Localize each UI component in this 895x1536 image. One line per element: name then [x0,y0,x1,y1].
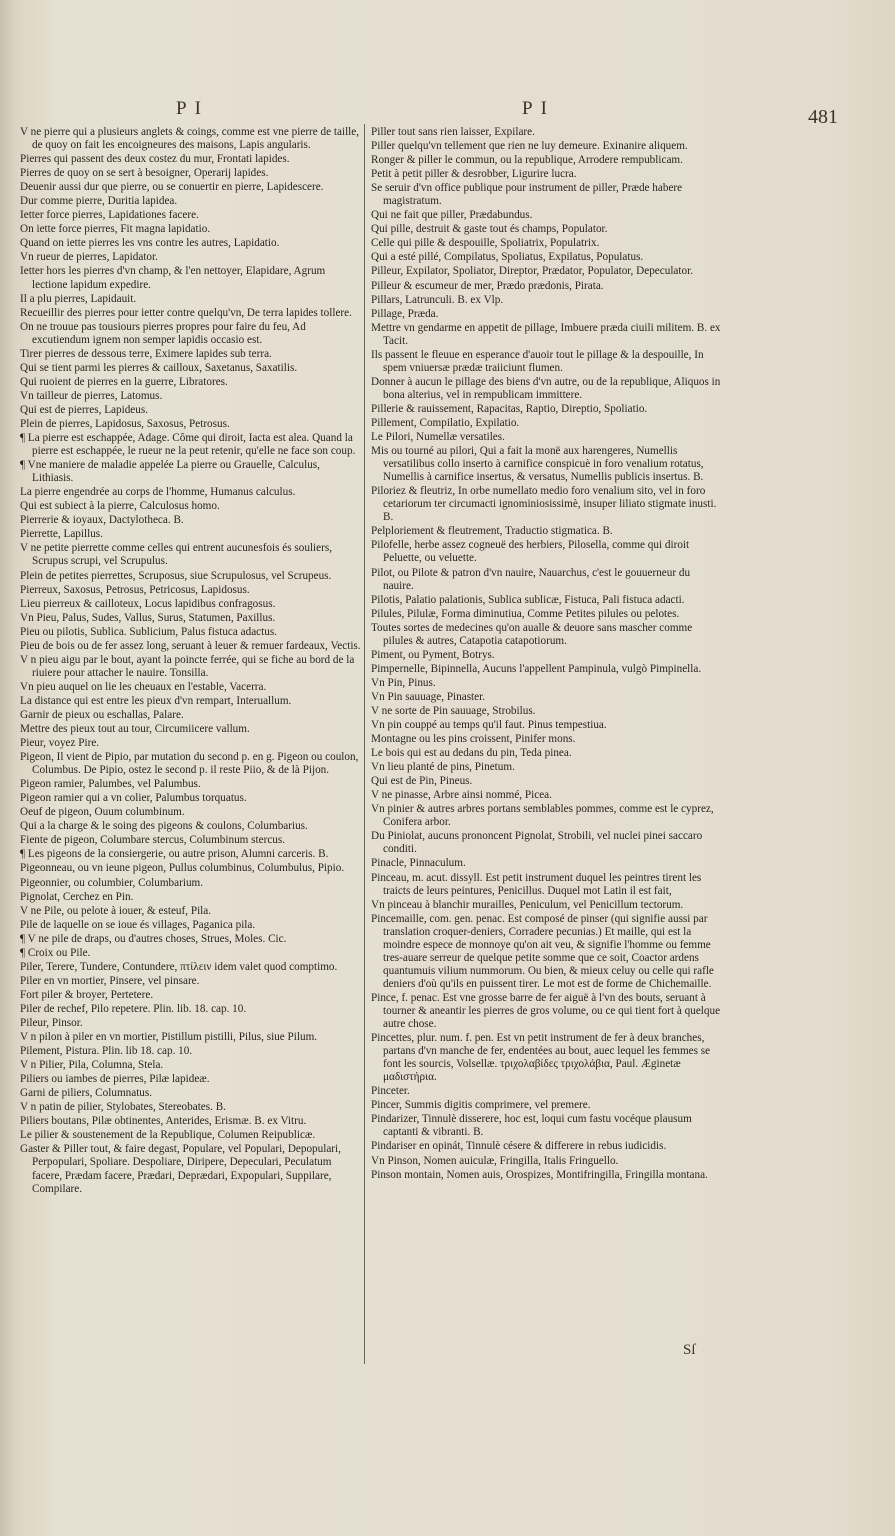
dictionary-entry: Mettre vn gendarme en appetit de pillage, Imbuere præda ciuili militem. B. ex Tacit. [371,321,721,347]
dictionary-entry: Dur comme pierre, Duritia lapidea. [20,195,178,208]
dictionary-entry: V ne Pile, ou pelote à iouer, & esteuf, Pila. [20,904,212,917]
dictionary-entry: Pierrette, Lapillus. [20,528,103,541]
dictionary-entry: Il a plu pierres, Lapidauit. [20,292,137,305]
dictionary-entry: La pierre engendrée au corps de l'homme, Humanus calculus. [20,486,296,499]
dictionary-entry: Gaster & Piller tout, & faire degast, Populare, vel Populari, Depopulari, Perpopulari, Spoliare. Despoliare, Diripere, Depeculari, Peculatum facere, Prædam facere, Prædari, Deprædari, Expopulari, Suppilare, Compilare. [20,1143,341,1195]
dictionary-entry: Ronger & piller le commun, ou la republique, Arrodere rempublicam. [371,154,683,167]
dictionary-entry: Plein de petites pierrettes, Scruposus, siue Scrupulosus, vel Scrupeus. [20,569,332,582]
dictionary-entry: Pillars, Latrunculi. B. ex Vlp. [371,293,504,306]
dictionary-entry: V ne pierre qui a plusieurs anglets & coings, comme est vne pierre de taille, de quoy on fait les encoigneures des maisons, Lapis angularis. [20,126,360,152]
dictionary-entry: Pincettes, plur. num. f. pen. Est vn petit instrument de fer à deux branches, partans d'vn manche de fer, endentées au bout, auec lequel les femmes se font les sourcis, Volsellæ. τριχολαβίδες τριχολάβια, Paul. Æginetæ μαδιστήρια. [371,1032,711,1084]
dictionary-entry: ¶ Vne maniere de maladie appelée La pierre ou Grauelle, Calculus, Lithiasis. [20,459,320,485]
dictionary-entry: La distance qui est entre les pieux d'vn rempart, Interuallum. [20,694,292,707]
signature-mark: Sſ [683,1342,696,1358]
dictionary-entry: Pilot, ou Pilote & patron d'vn nauire, Nauarchus, c'est le gouuerneur du nauire. [371,566,691,592]
dictionary-entry: Pignolat, Cerchez en Pin. [20,890,134,903]
dictionary-entry: Pigeonnier, ou columbier, Columbarium. [20,876,204,889]
dictionary-entry: Se seruir d'vn office publique pour instrument de piller, Præde habere magistratum. [371,182,683,208]
dictionary-entry: ¶ Croix ou Pile. [20,946,91,959]
dictionary-entry: Oeuf de pigeon, Ouum columbinum. [20,806,185,819]
dictionary-entry: Vn Pieu, Palus, Sudes, Vallus, Surus, Statumen, Paxillus. [20,611,276,624]
dictionary-entry: Du Piniolat, aucuns prononcent Pignolat, Strobili, vel nuclei pinei saccaro conditi. [371,830,703,856]
dictionary-entry: Vn pin couppé au temps qu'il faut. Pinus tempestiua. [371,719,607,732]
dictionary-entry: Garni de piliers, Columnatus. [20,1087,153,1100]
dictionary-entry: Toutes sortes de medecines qu'on aualle & deuore sans mascher comme pilules & autres, Catapotia catapotiorum. [371,621,693,647]
dictionary-entry: Vn lieu planté de pins, Pinetum. [371,761,515,774]
dictionary-entry: On iette force pierres, Fit magna lapidatio. [20,223,211,236]
dictionary-entry: Pillement, Compilatio, Expilatio. [371,416,520,429]
dictionary-entry: Vn pinceau à blanchir murailles, Peniculum, vel Penicillum tectorum. [371,898,684,911]
dictionary-entry: Qui ruoient de pierres en la guerre, Libratores. [20,375,228,388]
dictionary-entry: Qui ne fait que piller, Prædabundus. [371,209,533,222]
dictionary-entry: Qui est de Pin, Pineus. [371,775,473,788]
dictionary-entry: Petit à petit piller & desrobber, Ligurire lucra. [371,168,577,181]
column-rule [364,124,365,1364]
dictionary-entry: Piler, Terere, Tundere, Contundere, πτίλειν idem valet quod comptimo. [20,960,338,973]
dictionary-entry: Qui a esté pillé, Compilatus, Spoliatus, Expilatus, Populatus. [371,251,644,264]
dictionary-entry: Vn pinier & autres arbres portans semblables pommes, comme est le cyprez, Conifera arbor. [371,803,714,829]
dictionary-entry: Pilofelle, herbe assez cogneuë des herbiers, Pilosella, comme qui diroit Peluette, ou veluette. [371,539,690,565]
dictionary-entry: Pindarizer, Tinnulè disserere, hoc est, loqui cum fastu vocéque plausum captanti & vibranti. B. [371,1113,692,1139]
dictionary-entry: Donner à aucun le pillage des biens d'vn autre, ou de la republique, Aliquos in bona alterius, vel in rempublicam immittere. [371,375,721,401]
dictionary-entry: Vn pieu auquel on lie les cheuaux en l'estable, Vacerra. [20,680,267,693]
dictionary-entry: Pilotis, Palatio palationis, Sublica sublicæ, Fistuca, Pali fistuca adacti. [371,593,685,606]
dictionary-entry: V ne petite pierrette comme celles qui entrent aucunesfois és souliers, Scrupus scrupi, vel Scrupulus. [20,542,333,568]
dictionary-entry: Fiente de pigeon, Columbare stercus, Columbinum stercus. [20,834,286,847]
dictionary-entry: Ietter hors les pierres d'vn champ, & l'en nettoyer, Elapidare, Agrum lectione lapidum expedire. [20,265,326,291]
page-number: 481 [808,106,838,128]
dictionary-entry: Pinacle, Pinnaculum. [371,857,466,870]
dictionary-entry: Qui pille, destruit & gaste tout és champs, Populator. [371,223,608,236]
dictionary-entry: Garnir de pieux ou eschallas, Palare. [20,708,184,721]
dictionary-entry: Qui est de pierres, Lapideus. [20,403,148,416]
dictionary-entry: Plein de pierres, Lapidosus, Saxosus, Petrosus. [20,417,230,430]
dictionary-entry: Mis ou tourné au pilori, Qui a fait la monë aux harengeres, Numellis versatilibus collo inserto à carnifice conspicuè in foro venalium rotatus, Numellis à carnifice insertus, & versatus, Numellis publicis insertus. B. [371,445,704,484]
dictionary-entry: Pieu de bois ou de fer assez long, seruant à leuer & remuer fardeaux, Vectis. [20,639,361,652]
dictionary-entry: Piliers ou iambes de pierres, Pilæ lapideæ. [20,1073,210,1086]
dictionary-entry: Pilement, Pistura. Plin. lib 18. cap. 10. [20,1045,193,1058]
dictionary-entry: Pillerie & rauissement, Rapacitas, Raptio, Direptio, Spoliatio. [371,402,648,415]
dictionary-entry: Fort piler & broyer, Pertetere. [20,988,154,1001]
dictionary-entry: Pierres de quoy on se sert à besoigner, Operarij lapides. [20,167,269,180]
dictionary-entry: V n pilon à piler en vn mortier, Pistillum pistilli, Pilus, siue Pilum. [20,1031,318,1044]
dictionary-entry: V n pieu aigu par le bout, ayant la poincte ferrée, qui se fiche au bord de la riuiere pour attacher le nauire. Tonsilla. [20,653,355,679]
dictionary-entry: ¶ La pierre est eschappée, Adage. Côme qui diroit, Iacta est alea. Quand la pierre est eschappée, le rueur ne la peut retenir, qu'elle ne face son coup. [20,432,356,458]
dictionary-entry: Piler de rechef, Pilo repetere. Plin. lib. 18. cap. 10. [20,1002,247,1015]
dictionary-entry: Pinceter. [371,1085,410,1098]
dictionary-entry: Pierrerie & ioyaux, Dactylotheca. B. [20,514,184,527]
dictionary-entry: Pinson montain, Nomen auis, Orospizes, Montifringilla, Fringilla montana. [371,1168,708,1181]
dictionary-entry: Pinceau, m. acut. dissyll. Est petit instrument duquel les peintres tirent les traicts de leurs peintures, Penicillus. Duquel mot Latin il est fait, [371,871,702,897]
dictionary-entry: Pigeon, Il vient de Pipio, par mutation du second p. en g. Pigeon ou coulon, Columbus. De Pipio, ostez le second p. il reste Piio, & de là Pijon. [20,751,359,777]
dictionary-entry: V ne sorte de Pin sauuage, Strobilus. [371,704,536,717]
right-column [371,126,721,1183]
dictionary-entry: Pile de laquelle on se ioue és villages, Paganica pila. [20,918,256,931]
dictionary-entry: Pigeon ramier, Palumbes, vel Palumbus. [20,778,201,791]
dictionary-entry: Pieu ou pilotis, Sublica. Sublicium, Palus fistuca adactus. [20,625,277,638]
dictionary-entry: On ne trouue pas tousiours pierres propres pour faire du feu, Ad excutiendum ignem non semper lapidis occasio est. [20,320,306,346]
dictionary-entry: Piler en vn mortier, Pinsere, vel pinsare. [20,974,200,987]
dictionary-entry: Piller quelqu'vn tellement que rien ne luy demeure. Exinanire aliquem. [371,140,688,153]
dictionary-entry: Pigeon ramier qui a vn colier, Palumbus torquatus. [20,792,247,805]
dictionary-entry: V n Pilier, Pila, Columna, Stela. [20,1059,164,1072]
dictionary-entry: Qui est subiect à la pierre, Calculosus homo. [20,500,220,513]
dictionary-entry: Tirer pierres de dessous terre, Eximere lapides sub terra. [20,347,272,360]
dictionary-entry: Le bois qui est au dedans du pin, Teda pinea. [371,747,572,760]
dictionary-entry: Recueillir des pierres pour ietter contre quelqu'vn, De terra lapides tollere. [20,306,352,319]
dictionary-entry: Pileur, Pinsor. [20,1017,83,1029]
dictionary-entry: Vn Pin sauuage, Pinaster. [371,690,486,703]
dictionary-entry: Pierres qui passent des deux costez du mur, Frontati lapides. [20,153,290,166]
dictionary-entry: Pieur, voyez Pire. [20,737,100,750]
dictionary-entry: Vn Pin, Pinus. [371,676,436,689]
dictionary-entry: Le Pilori, Numellæ versatiles. [371,431,505,444]
dictionary-entry: ¶ Les pigeons de la consiergerie, ou autre prison, Alumni carceris. B. [20,848,329,861]
dictionary-entry: Pincer, Summis digitis comprimere, vel premere. [371,1099,591,1112]
dictionary-entry: Pilules, Pilulæ, Forma diminutiua, Comme Petites pilules ou pelotes. [371,607,680,620]
dictionary-entry: Deuenir aussi dur que pierre, ou se conuertir en pierre, Lapidescere. [20,181,324,194]
dictionary-entry: V ne pinasse, Arbre ainsi nommé, Picea. [371,789,552,802]
dictionary-entry: V n patin de pilier, Stylobates, Stereobates. B. [20,1101,226,1114]
dictionary-entry: Pimpernelle, Bipinnella, Aucuns l'appellent Pampinula, vulgò Pimpinella. [371,662,702,675]
left-column [20,126,363,1197]
dictionary-entry: Lieu pierreux & cailloteux, Locus lapidibus confragosus. [20,597,276,610]
dictionary-entry: Montagne ou les pins croissent, Pinifer mons. [371,733,576,746]
running-head-left: PI [176,98,209,119]
dictionary-entry: Pilleur & escumeur de mer, Prædo prædonis, Pirata. [371,279,604,292]
dictionary-entry: Quand on iette pierres les vns contre les autres, Lapidatio. [20,237,280,250]
dictionary-entry: Vn rueur de pierres, Lapidator. [20,251,158,264]
dictionary-entry: Qui se tient parmi les pierres & cailloux, Saxetanus, Saxatilis. [20,361,298,374]
dictionary-entry: Pillage, Præda. [371,307,439,320]
dictionary-entry: Pincemaille, com. gen. penac. Est composé de pinser (qui signifie aussi par translation croquer-deniers, Corradere pecunias.) Et maille, qui est la moindre espece de monnoye qu'on ait veu, & signifie l'homme ou femme tres-auare serreur de quelque petite somme que ce soit, Coactor ardens quantumuis vilium nummorum. Ou bien, & mieux celuy ou celle qui rafle deniers d'où qu'ils en puissent tirer. Le mot est de forme de Chichemaille. [371,912,714,990]
dictionary-entry: Piment, ou Pyment, Botrys. [371,648,495,661]
dictionary-entry: Pince, f. penac. Est vne grosse barre de fer aiguë à l'vn des bouts, seruant à tourner & aneantir les pierres de gros volume, ou ce qui tient fort à quelque autre chose. [371,991,721,1031]
running-head-right: PI [522,98,555,119]
dictionary-entry: Pilleur, Expilator, Spoliator, Direptor, Prædator, Populator, Depeculator. [371,265,693,278]
dictionary-entry: Pindariser en opinát, Tinnulè césere & differere in rebus iudicidis. [371,1140,667,1153]
dictionary-entry: Le pilier & soustenement de la Republique, Columen Reipublicæ. [20,1129,316,1142]
dictionary-entry: Pigeonneau, ou vn ieune pigeon, Pullus columbinus, Columbulus, Pipio. [20,862,345,875]
dictionary-entry: Ils passent le fleuue en esperance d'auoir tout le pillage & la despouille, In spem vniuersæ prædæ traiiciunt flumen. [371,348,704,374]
dictionary-entry: Qui a la charge & le soing des pigeons & coulons, Columbarius. [20,820,308,833]
dictionary-entry: ¶ V ne pile de draps, ou d'autres choses, Strues, Moles. Cic. [20,932,287,945]
dictionary-entry: Piloriez & fleutriz, In orbe numellato medio foro venalium sito, vel in foro cetariorum ter circumacti ignominiosissimè, insuper liliato stigmate inusti. B. [371,485,717,524]
dictionary-entry: Pelploriement & fleutrement, Traductio stigmatica. B. [371,525,613,538]
dictionary-entry: Piller tout sans rien laisser, Expilare. [371,126,535,138]
dictionary-entry: Mettre des pieux tout au tour, Circumiicere vallum. [20,723,250,736]
dictionary-entry: Vn tailleur de pierres, Latomus. [20,389,163,402]
dictionary-entry: Celle qui pille & despouille, Spoliatrix, Populatrix. [371,237,600,250]
dictionary-entry: Pierreux, Saxosus, Petrosus, Petricosus, Lapidosus. [20,583,250,596]
dictionary-entry: Vn Pinson, Nomen auiculæ, Fringilla, Italis Fringuello. [371,1154,619,1167]
dictionary-entry: Ietter force pierres, Lapidationes facere. [20,209,199,222]
dictionary-entry: Piliers boutans, Pilæ obtinentes, Anterides, Erismæ. B. ex Vitru. [20,1115,307,1128]
